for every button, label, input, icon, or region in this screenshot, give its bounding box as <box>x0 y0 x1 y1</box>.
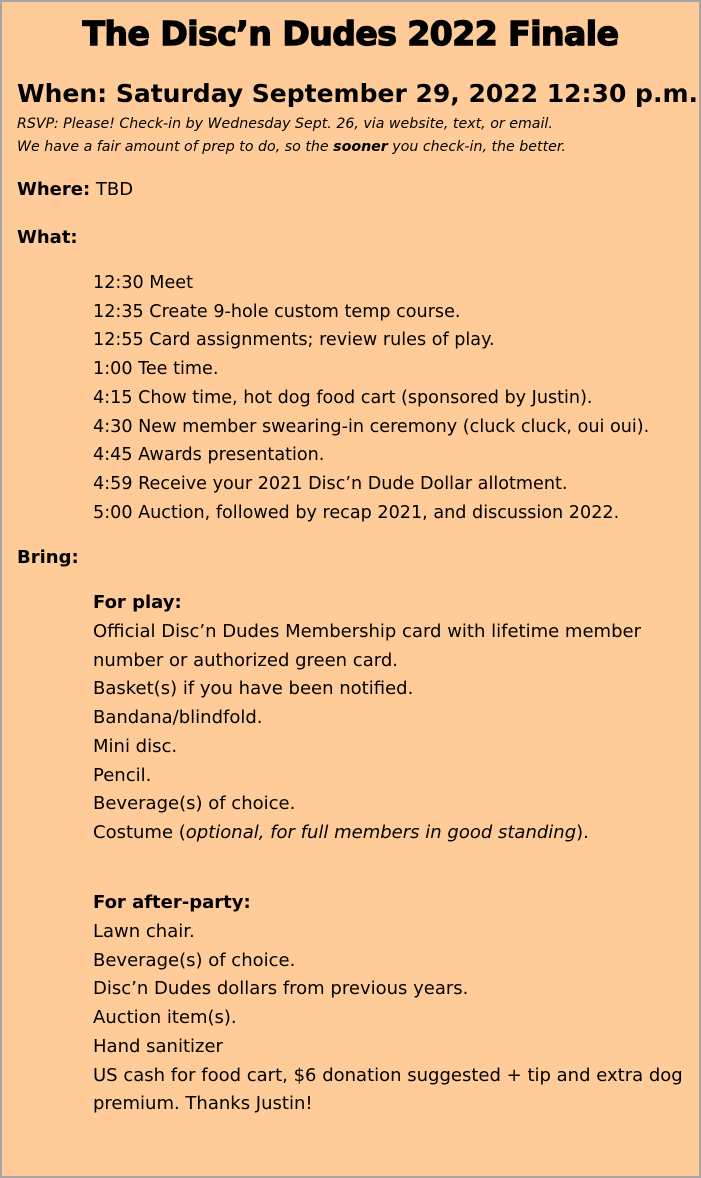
what-heading <box>17 224 78 252</box>
schedule-list <box>93 269 649 527</box>
schedule-item: 5:00 Auction, followed by recap 2021, and discussion 2022. <box>93 502 620 523</box>
bring-label: Bring: <box>17 547 79 568</box>
list-item: Basket(s) if you have been notified. <box>93 678 414 700</box>
when-label: When: <box>17 79 108 108</box>
list-item: Beverage(s) of choice. <box>93 949 296 971</box>
when-value: Saturday September 29, 2022 12:30 p.m. <box>115 79 698 108</box>
rsvp-line-2-end: you check-in, the better. <box>387 139 566 155</box>
list-item: Official Disc’n Dudes Membership card with lifetime member number or authorized green card. <box>93 621 641 671</box>
list-item: Mini disc. <box>93 735 178 757</box>
for-after-party-heading: For after-party: <box>93 892 251 913</box>
schedule-item: 4:30 New member swearing-in ceremony (cluck cluck, oui oui). <box>93 416 650 437</box>
when-line <box>17 78 698 110</box>
costume-start: Costume ( <box>93 821 186 843</box>
for-play-list <box>93 618 683 848</box>
list-item: US cash for food cart, $6 donation suggested + tip and extra dog premium. Thanks Justin! <box>93 1064 683 1115</box>
list-item: Pencil. <box>93 764 152 786</box>
schedule-item: 4:45 Awards presentation. <box>93 445 325 466</box>
list-item-costume <box>93 819 683 848</box>
list-item: Auction item(s). <box>93 1007 237 1029</box>
schedule-item: 12:35 Create 9-hole custom temp course. <box>93 301 461 322</box>
rsvp-line-1: RSVP: Please! Check-in by Wednesday Sept. 26, via website, text, or email. <box>17 116 553 132</box>
list-item: Hand sanitizer <box>93 1035 223 1057</box>
schedule-item: 12:55 Card assignments; review rules of play. <box>93 330 495 351</box>
rsvp-note <box>17 113 566 159</box>
list-item: Bandana/blindfold. <box>93 707 263 729</box>
costume-end: ). <box>576 821 589 843</box>
for-after-party-list <box>93 918 683 1119</box>
rsvp-line-2 <box>17 136 566 159</box>
rsvp-emphasis: sooner <box>333 139 388 155</box>
where-value: TBD <box>95 179 134 200</box>
list-item: Disc’n Dudes dollars from previous years. <box>93 978 469 1000</box>
flyer-title: The Disc’n Dudes 2022 Finale <box>82 14 619 53</box>
bring-heading <box>17 544 79 572</box>
rsvp-line-2-start: We have a fair amount of prep to do, so the <box>17 139 334 155</box>
schedule-item: 1:00 Tee time. <box>93 359 219 380</box>
for-play-heading: For play: <box>93 592 182 613</box>
where-label: Where: <box>17 179 91 200</box>
where-line <box>17 176 133 204</box>
costume-note: optional, for full members in good standing <box>185 821 577 843</box>
schedule-item: 4:59 Receive your 2021 Disc’n Dude Dollar allotment. <box>93 473 568 494</box>
schedule-item: 12:30 Meet <box>93 273 194 293</box>
list-item: Beverage(s) of choice. <box>93 793 296 815</box>
schedule-item: 4:15 Chow time, hot dog food cart (sponsored by Justin). <box>93 387 593 408</box>
what-label: What: <box>17 227 78 248</box>
list-item: Lawn chair. <box>93 921 195 942</box>
